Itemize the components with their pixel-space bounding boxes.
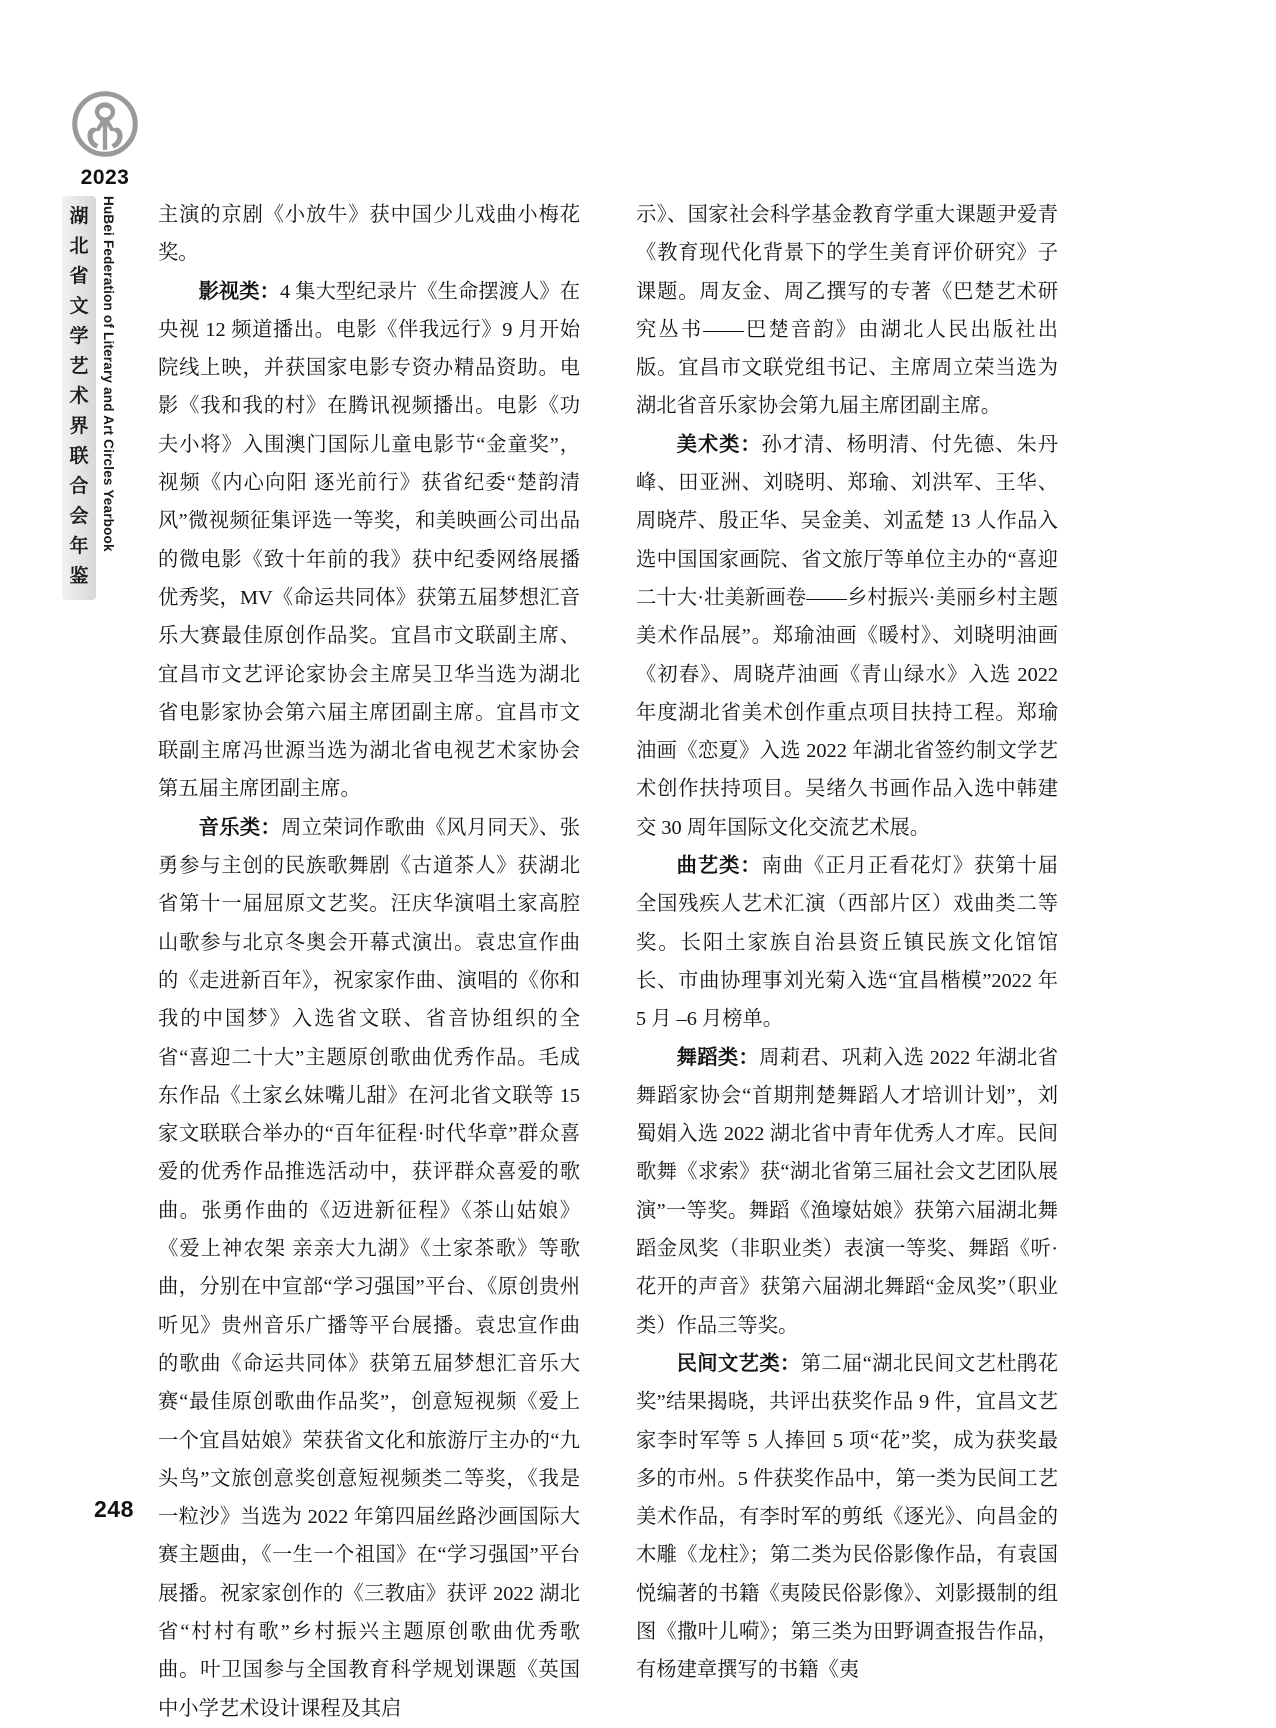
category-label: 曲艺类： <box>676 855 762 878</box>
spine-title-glyph: 文 <box>69 296 89 317</box>
page-number: 248 <box>94 1496 134 1522</box>
column-right <box>636 196 1058 1682</box>
category-label: 影视类： <box>198 280 280 303</box>
paragraph <box>158 273 580 809</box>
paragraph <box>636 1345 1058 1690</box>
spine-title-glyph: 会 <box>69 506 89 527</box>
margin-furniture <box>60 88 150 190</box>
column-left <box>158 196 580 1720</box>
spine-title-glyph: 界 <box>69 416 89 437</box>
spine-title-english: HuBei Federation of Literary and Art Circles Yearbook <box>101 196 116 552</box>
paragraph <box>636 847 1058 1038</box>
paragraph <box>158 809 580 1728</box>
publisher-logo <box>60 88 150 190</box>
paragraph-text: 第二届“湖北民间文艺杜鹃花奖”结果揭晓，共评出获奖作品 9 件，宜昌文艺家李时军等 5 人捧回 5 项“花”奖，成为获奖最多的市州。5 件获奖作品中，第一类为民间工艺美术作品，有李时军的剪纸《逐光》、向昌金的木雕《龙柱》；第二类为民俗影像作品，有袁国悦编著的书籍《夷陵民俗影像》、刘影摄制的组图《撒叶儿嗬》；第三类为田野调查报告作品，有杨建章撰写的书籍《夷 <box>636 1352 1058 1682</box>
paragraph-text: 孙才清、杨明清、付先德、朱丹峰、田亚洲、刘晓明、郑瑜、刘洪军、王华、周晓芹、殷正华、吴金美、刘孟楚 13 人作品入选中国国家画院、省文旅厅等单位主办的“喜迎二十大·壮美新画卷——乡村振兴·美丽乡村主题美术作品展”。郑瑜油画《暖村》、刘晓明油画《初春》、周晓芹油画《青山绿水》入选 2022 年度湖北省美术创作重点项目扶持工程。郑瑜油画《恋夏》入选 2022 年湖北省签约制文学艺术创作扶持项目。吴绪久书画作品入选中韩建交 30 周年国际文化交流艺术展。 <box>636 433 1058 839</box>
spine-title-chinese <box>62 196 96 600</box>
spine-title-glyph: 省 <box>69 266 89 287</box>
spine-title-glyph: 联 <box>69 446 89 467</box>
paragraph-text: 周立荣词作歌曲《风月同天》、张勇参与主创的民族歌舞剧《古道茶人》获湖北省第十一届屈原文艺奖。汪庆华演唱土家高腔山歌参与北京冬奥会开幕式演出。袁忠宣作曲的《走进新百年》，祝家家作曲、演唱的《你和我的中国梦》入选省文联、省音协组织的全省“喜迎二十大”主题原创歌曲优秀作品。毛成东作品《土家幺妹嘴儿甜》在河北省文联等 15 家文联联合举办的“百年征程·时代华章”群众喜爱的优秀作品推选活动中，获评群众喜爱的歌曲。张勇作曲的《迈进新征程》《茶山姑娘》《爱上神农架 亲亲大九湖》《土家茶歌》等歌曲，分别在中宣部“学习强国”平台、《原创贵州 听见》贵州音乐广播等平台展播。袁忠宣作曲的歌曲《命运共同体》获第五届梦想汇音乐大赛“最佳原创歌曲作品奖”，创意短视频《爱上一个宜昌姑娘》荣获省文化和旅游厅主办的“九头鸟”文旅创意奖创意短视频类二等奖，《我是一粒沙》当选为 2022 年第四届丝路沙画国际大赛主题曲，《一生一个祖国》在“学习强国”平台展播。祝家家创作的《三教庙》获评 2022 湖北省“村村有歌”乡村振兴主题原创歌曲优秀歌曲。叶卫国参与全国教育科学规划课题《英国中小学艺术设计课程及其启 <box>158 816 580 1720</box>
spine-title-glyph: 合 <box>69 476 89 497</box>
spine-title-glyph: 鉴 <box>69 566 89 587</box>
spine-title-glyph: 艺 <box>69 356 89 377</box>
yearbook-year: 2023 <box>80 166 130 189</box>
spine-title-chinese-text <box>69 202 88 592</box>
spine-title <box>62 196 148 616</box>
paragraph-text: 南曲《正月正看花灯》获第十届全国残疾人艺术汇演（西部片区）戏曲类二等奖。长阳土家族自治县资丘镇民族文化馆馆长、市曲协理事刘光菊入选“宜昌楷模”2022 年 5 月 –6 月榜单。 <box>636 855 1058 1031</box>
category-label: 美术类： <box>676 433 762 456</box>
spine-title-glyph: 湖 <box>69 206 89 227</box>
paragraph <box>636 196 1058 426</box>
paragraph <box>636 426 1058 847</box>
paragraph-text: 主演的京剧《小放牛》获中国少儿戏曲小梅花奖。 <box>158 204 580 265</box>
paragraph-text: 周莉君、巩莉入选 2022 年湖北省舞蹈家协会“首期荆楚舞蹈人才培训计划”，刘蜀娟入选 2022 湖北省中青年优秀人才库。民间歌舞《求索》获“湖北省第三届社会文艺团队展演”一等奖。舞蹈《渔壕姑娘》获第六届湖北舞蹈金凤奖（非职业类）表演一等奖、舞蹈《听·花开的声音》获第六届湖北舞蹈“金凤奖”（职业类）作品三等奖。 <box>636 1046 1058 1337</box>
paragraph-text: 示》、国家社会科学基金教育学重大课题尹爱青《教育现代化背景下的学生美育评价研究》子课题。周友金、周乙撰写的专著《巴楚艺术研究丛书——巴楚音韵》由湖北人民出版社出版。宜昌市文联党组书记、主席周立荣当选为湖北省音乐家协会第九届主席团副主席。 <box>636 204 1058 418</box>
body-columns <box>158 196 1058 1720</box>
spine-title-glyph: 北 <box>69 236 89 257</box>
category-label: 民间文艺类： <box>676 1352 801 1375</box>
spine-title-glyph: 学 <box>69 326 89 347</box>
hubei-federation-emblem-icon <box>69 88 141 160</box>
paragraph <box>158 196 580 273</box>
category-label: 音乐类： <box>198 816 282 839</box>
paragraph <box>636 1039 1058 1345</box>
spine-title-glyph: 术 <box>69 386 89 407</box>
spine-title-glyph: 年 <box>69 536 89 557</box>
category-label: 舞蹈类： <box>676 1046 760 1069</box>
paragraph-text: 4 集大型纪录片《生命摆渡人》在央视 12 频道播出。电影《伴我远行》9 月开始院线上映，并获国家电影专资办精品资助。电影《我和我的村》在腾讯视频播出。电影《功夫小将》入围澳门国际儿童电影节“金童奖”，视频《内心向阳 逐光前行》获省纪委“楚韵清风”微视频征集评选一等奖，和美映画公司出品的微电影《致十年前的我》获中纪委网络展播优秀奖，MV《命运共同体》获第五届梦想汇音乐大赛最佳原创作品奖。宜昌市文联副主席、宜昌市文艺评论家协会主席吴卫华当选为湖北省电影家协会第六届主席团副主席。宜昌市文联副主席冯世源当选为湖北省电视艺术家协会第五届主席团副主席。 <box>158 280 580 801</box>
